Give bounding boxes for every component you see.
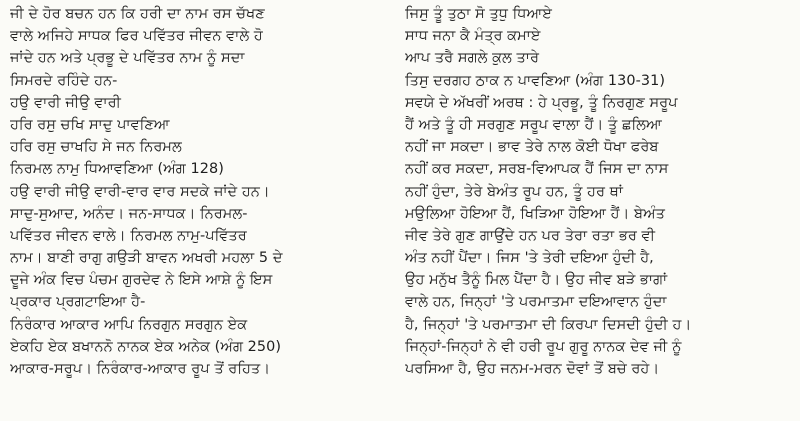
verse-line: ਆਪ ਤਰੈ ਸਗਲੇ ਕੁਲ ਤਾਰੇ — [405, 50, 539, 67]
text-line: ਸਵਯੇ ਦੇ ਅੱਖਰੀਂ ਅਰਥ : ਹੇ ਪ੍ਰਭੂ, ਤੂੰ ਨਿਰਗੁਣ ਸਰੂਪ — [405, 94, 678, 111]
text-line: ਹੈਂ ਅਤੇ ਤੂੰ ਹੀ ਸਰਗੁਣ ਸਰੂਪ ਵਾਲਾ ਹੈਂ। ਤੂੰ ਛਲਿਆ — [405, 116, 662, 133]
text-line: ਨਹੀਂ ਜਾ ਸਕਦਾ। ਭਾਵ ਤੇਰੇ ਨਾਲ ਕੋਈ ਧੋਖਾ ਫਰੇਬ — [405, 139, 659, 156]
verse-line: ਹਰਿ ਰਸੁ ਚਖਿ ਸਾਦੁ ਪਾਵਣਿਆ — [10, 116, 170, 133]
text-line: ਉਹ ਮਨੁੱਖ ਤੈਨੂੰ ਮਿਲ ਪੈਂਦਾ ਹੈ। ਉਹ ਜੀਵ ਬੜੇ ਭਾਗਾਂ — [405, 272, 668, 289]
text-line: ਜਿਨ੍ਹਾਂ-ਜਿਨ੍ਹਾਂ ਨੇ ਵੀ ਹਰੀ ਰੂਪ ਗੁਰੂ ਨਾਨਕ ਦੇਵ ਜੀ ਨੂੰ — [405, 338, 682, 355]
text-line: ਪਵਿੱਤਰ ਜੀਵਨ ਵਾਲੇ। ਨਿਰਮਲ ਨਾਮੁ-ਪਵਿੱਤਰ — [10, 227, 247, 244]
right-text-column — [405, 0, 787, 380]
text-line: ਪਰਸਿਆ ਹੈ, ਉਹ ਜਨਮ-ਮਰਨ ਦੋਵਾਂ ਤੋਂ ਬਚੇ ਰਹੇ। — [405, 361, 660, 377]
text-line: ਜੀ ਦੇ ਹੋਰ ਬਚਨ ਹਨ ਕਿ ਹਰੀ ਦਾ ਨਾਮ ਰਸ ਚੱਖਣ — [10, 6, 265, 22]
text-line: ਮਉਲਿਆ ਹੋਇਆ ਹੈਂ, ਖਿੜਿਆ ਹੋਇਆ ਹੈਂ। ਬੇਅੰਤ — [405, 205, 665, 222]
text-line: ਪ੍ਰਕਾਰ ਪ੍ਰਗਟਾਇਆ ਹੈ- — [10, 294, 146, 311]
verse-line: ਏਕਹਿ ਏਕ ਬਖਾਨਨੋ ਨਾਨਕ ਏਕ ਅਨੇਕ (ਅੰਗ 250) — [10, 338, 282, 355]
verse-line: ਤਿਸੁ ਦਰਗਹ ਠਾਕ ਨ ਪਾਵਣਿਆ (ਅੰਗ 130-31) — [405, 72, 666, 89]
text-line: ਹੈ, ਜਿਨ੍ਹਾਂ 'ਤੇ ਪਰਮਾਤਮਾ ਦੀ ਕਿਰਪਾ ਦਿਸਦੀ ਹੁੰਦੀ ਹ। — [405, 316, 692, 333]
verse-line: ਜਿਸੁ ਤੂੰ ਤੁਠਾ ਸੋ ਤੁਧੁ ਧਿਆਏ — [405, 6, 552, 22]
verse-line: ਨਿਰੰਕਾਰ ਆਕਾਰ ਆਪਿ ਨਿਰਗੁਨ ਸਰਗੁਨ ਏਕ — [10, 316, 248, 333]
verse-line: ਸਾਧ ਜਨਾ ਕੈ ਮੰਤ੍ਰ ਕਮਾਏ — [405, 28, 541, 45]
text-line: ਨਹੀਂ ਕਰ ਸਕਦਾ, ਸਰਬ-ਵਿਆਪਕ ਹੈਂ ਜਿਸ ਦਾ ਨਾਸ — [405, 161, 669, 178]
verse-line: ਹਰਿ ਰਸੁ ਚਾਖਹਿ ਸੇ ਜਨ ਨਿਰਮਲ — [10, 139, 182, 156]
left-text-column — [10, 0, 394, 380]
text-line: ਸਾਦੁ-ਸੁਆਦ, ਅਨੰਦ। ਜਨ-ਸਾਧਕ। ਨਿਰਮਲ- — [10, 205, 248, 222]
verse-line: ਨਿਰਮਲ ਨਾਮੁ ਧਿਆਵਣਿਆ (ਅੰਗ 128) — [10, 161, 224, 178]
text-line: ਅੰਤ ਨਹੀਂ ਪੈਂਦਾ। ਜਿਸ 'ਤੇ ਤੇਰੀ ਦਇਆ ਹੁੰਦੀ ਹੈ, — [405, 250, 654, 267]
text-line: ਜਾਂਦੇ ਹਨ ਅਤੇ ਪ੍ਰਭੂ ਦੇ ਪਵਿੱਤਰ ਨਾਮ ਨੂੰ ਸਦਾ — [10, 50, 245, 67]
verse-line: ਹਉ ਵਾਰੀ ਜੀਉ ਵਾਰੀ — [10, 94, 121, 111]
text-line: ਹਉ ਵਾਰੀ ਜੀਉ ਵਾਰੀ-ਵਾਰ ਵਾਰ ਸਦਕੇ ਜਾਂਦੇ ਹਨ। — [10, 183, 270, 200]
text-line: ਵਾਲੇ ਹਨ, ਜਿਨ੍ਹਾਂ 'ਤੇ ਪਰਮਾਤਮਾ ਦਇਆਵਾਨ ਹੁੰਦਾ — [405, 294, 667, 311]
text-line: ਸਿਮਰਦੇ ਰਹਿੰਦੇ ਹਨ- — [10, 72, 118, 89]
text-line: ਦੂਜੇ ਅੰਕ ਵਿਚ ਪੰਚਮ ਗੁਰਦੇਵ ਨੇ ਇਸੇ ਆਸ਼ੇ ਨੂੰ ਇਸ — [10, 272, 273, 289]
text-line: ਜੀਵ ਤੇਰੇ ਗੁਣ ਗਾਉਂਦੇ ਹਨ ਪਰ ਤੇਰਾ ਰਤਾ ਭਰ ਵੀ — [405, 227, 656, 244]
text-line: ਨਹੀਂ ਹੁੰਦਾ, ਤੇਰੇ ਬੇਅੰਤ ਰੂਪ ਹਨ, ਤੂੰ ਹਰ ਥਾਂ — [405, 183, 623, 200]
text-line: ਵਾਲੇ ਅਜਿਹੇ ਸਾਧਕ ਫਿਰ ਪਵਿੱਤਰ ਜੀਵਨ ਵਾਲੇ ਹੋ — [10, 28, 263, 45]
text-line: ਨਾਮ। ਬਾਣੀ ਰਾਗੁ ਗਉੜੀ ਬਾਵਨ ਅਖਰੀ ਮਹਲਾ 5 ਦੇ — [10, 250, 283, 267]
text-line: ਆਕਾਰ-ਸਰੂਪ। ਨਿਰੰਕਾਰ-ਆਕਾਰ ਰੂਪ ਤੋਂ ਰਹਿਤ। — [10, 361, 271, 377]
